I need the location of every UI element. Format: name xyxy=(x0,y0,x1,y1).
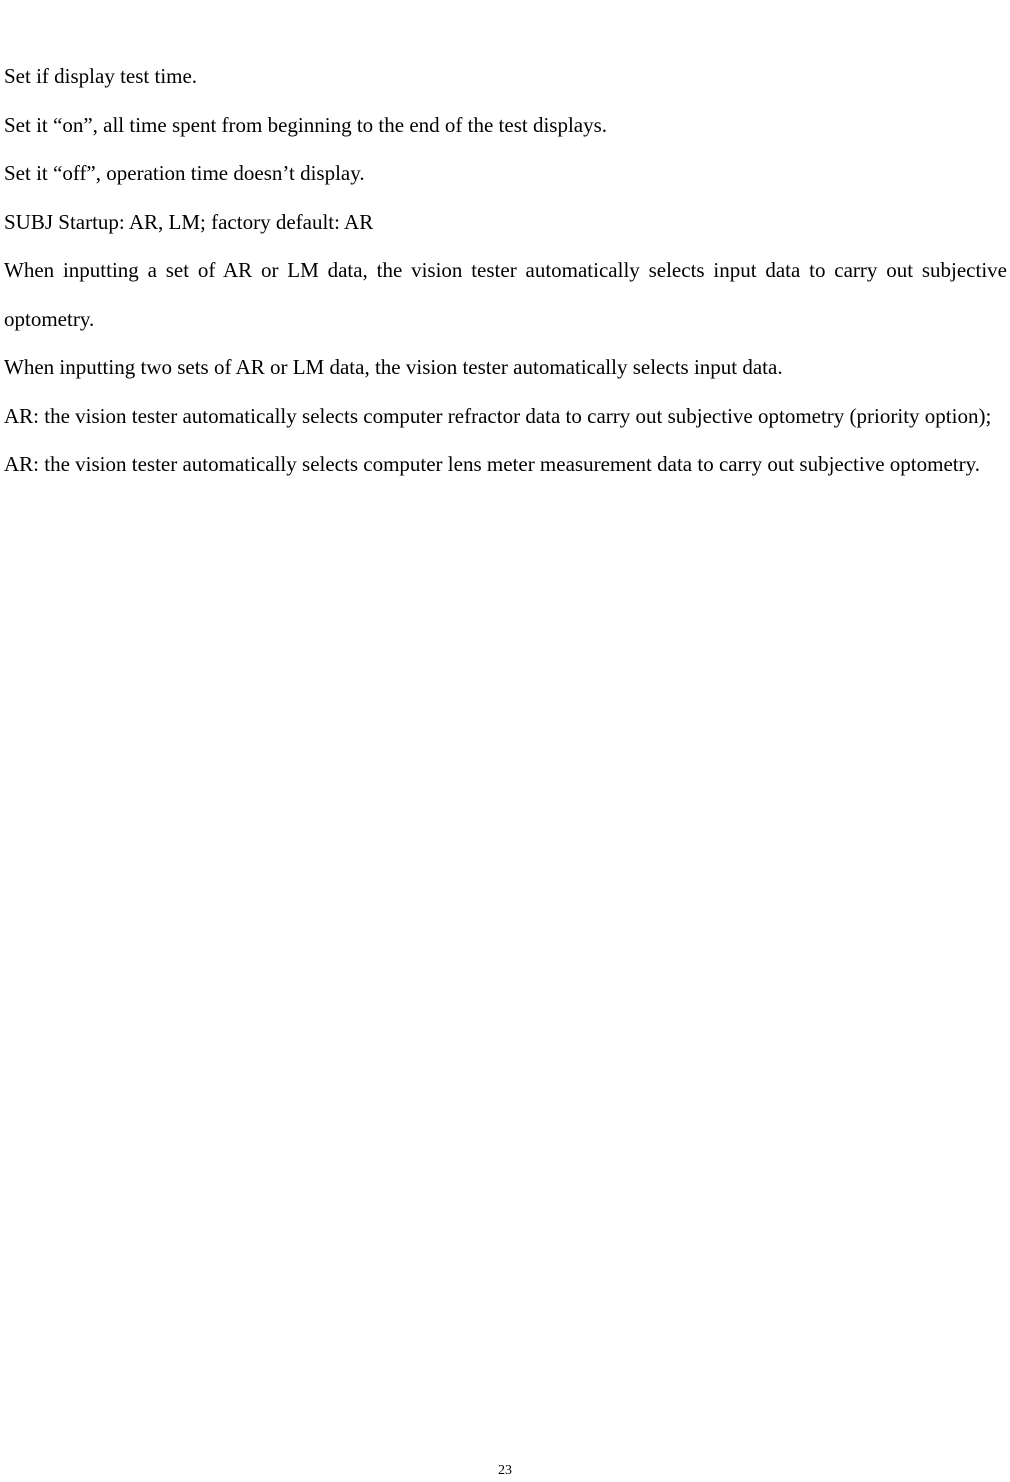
paragraph-on-setting: Set it “on”, all time spent from beginning to the end of the test displays. xyxy=(4,112,608,137)
paragraph-display-test-time: Set if display test time. xyxy=(4,64,198,88)
paragraph-two-sets-input: When inputting two sets of AR or LM data, the vision tester automatically selects input data. xyxy=(4,355,783,379)
paragraph-off-setting: Set it “off”, operation time doesn’t display. xyxy=(4,161,365,185)
paragraph-ar-lens-meter: AR: the vision tester automatically selects computer lens meter measurement data to carry out subjective optometry. xyxy=(4,452,980,476)
page-body xyxy=(4,52,1007,489)
paragraph-one-set-input: When inputting a set of AR or LM data, the vision tester automatically selects input data to carry out subjective optometry. xyxy=(4,258,1007,331)
page-number: 23 xyxy=(498,1463,512,1478)
paragraph-subj-startup: SUBJ Startup: AR, LM; factory default: AR xyxy=(4,209,374,234)
paragraph-ar-refractor: AR: the vision tester automatically selects computer refractor data to carry out subjective optometry (priority option); xyxy=(4,403,992,428)
